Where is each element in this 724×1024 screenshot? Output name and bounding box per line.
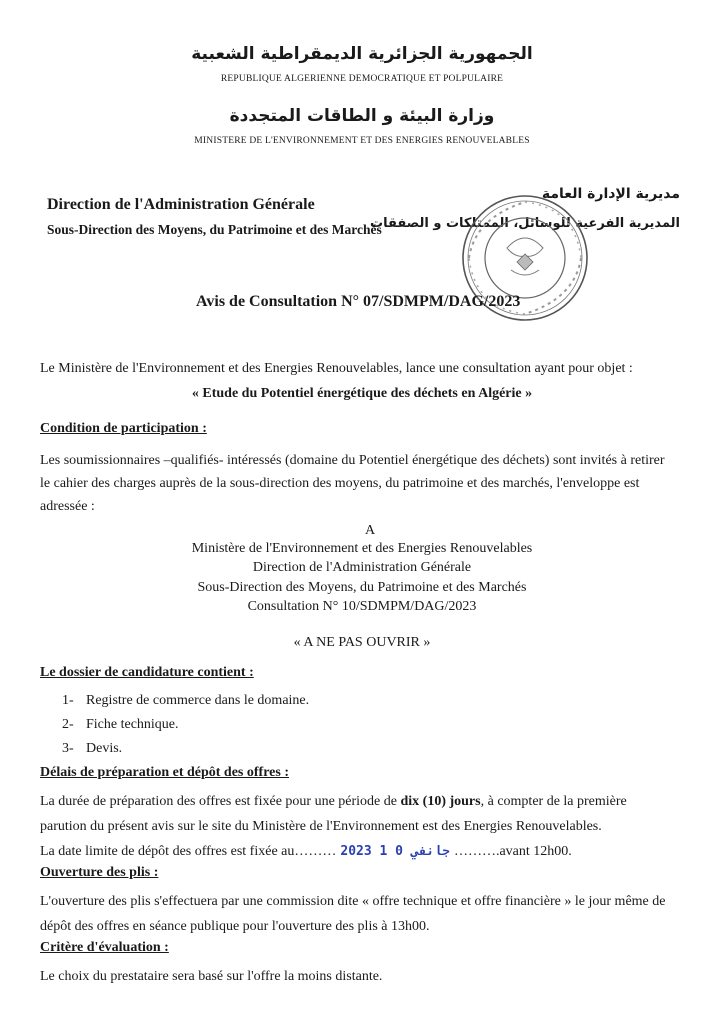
condition-line1: Les soumissionnaires –qualifiés- intéressés (domaine du Potentiel énergétique des déchets) sont invités à retirer: [40, 453, 665, 468]
address-line1: Ministère de l'Environnement et des Energies Renouvelables: [191, 541, 533, 556]
delais-duration: dix (10) jours: [400, 794, 481, 809]
ouverture-heading: Ouverture des plis :: [40, 865, 159, 880]
dossier-item-num: 1-: [62, 693, 74, 708]
document-title: Avis de Consultation N° 07/SDMPM/DAG/2023: [196, 293, 521, 310]
address-a: A: [364, 523, 376, 538]
critere-heading: Critère d'évaluation :: [40, 940, 169, 955]
condition-line2: le cahier des charges auprès de la sous-direction des moyens, du patrimoine et des marchés, l'enveloppe est: [40, 476, 640, 491]
dossier-item: Fiche technique.: [86, 717, 179, 732]
intro-text: Le Ministère de l'Environnement et des Energies Renouvelables, lance une consultation ayant pour objet :: [40, 361, 633, 376]
dossier-heading: Le dossier de candidature contient :: [40, 665, 254, 680]
ouverture-line2: dépôt des offres en séance publique pour l'ouverture des plis à 13h00.: [40, 919, 430, 934]
do-not-open: « A NE PAS OUVRIR »: [293, 635, 431, 650]
delais-line3-end: ……….avant 12h00.: [453, 844, 572, 859]
dossier-item: Devis.: [86, 741, 123, 756]
republic-french: REPUBLIQUE ALGERIENNE DEMOCRATIQUE ET POLPULAIRE: [220, 74, 504, 84]
delais-heading: Délais de préparation et dépôt des offres :: [40, 765, 289, 780]
date-stamp: 2023 جانفي 0 1: [340, 844, 450, 859]
address-line3: Sous-Direction des Moyens, du Patrimoine et des Marchés: [197, 580, 527, 595]
condition-heading: Condition de participation :: [40, 421, 207, 436]
delais-line1-start: La durée de préparation des offres est fixée pour une période de: [40, 794, 401, 809]
direction-right-line1: مديرية الإدارة العامة: [541, 186, 680, 202]
delais-line1-end: , à compter de la première: [480, 794, 627, 809]
delais-line1: [40, 789, 627, 815]
direction-right-line2: المديرية الفرعية للوسائل، الممتلكات و الصفقات: [370, 216, 680, 231]
direction-left-line2: Sous-Direction des Moyens, du Patrimoine et des Marchés: [47, 222, 382, 237]
delais-line3: [40, 839, 572, 865]
republic-arabic: الجمهورية الجزائرية الديمقراطية الشعبية: [191, 44, 533, 64]
dossier-item-num: 3-: [62, 741, 74, 756]
dossier-item-num: 2-: [62, 717, 74, 732]
ministry-french: MINISTERE DE L'ENVIRONNEMENT ET DES ENERGIES RENOUVELABLES: [194, 136, 530, 146]
ministry-arabic: وزارة البيئة و الطاقات المتجددة: [229, 106, 495, 126]
ouverture-line1: L'ouverture des plis s'effectuera par une commission dite « offre technique et offre financière » le jour même de: [40, 894, 666, 909]
delais-line2: parution du présent avis sur le site du Ministère de l'Environnement est des Energies Renouvelables.: [40, 819, 602, 834]
dossier-item: Registre de commerce dans le domaine.: [86, 693, 310, 708]
consultation-subject: « Etude du Potentiel énergétique des déchets en Algérie »: [191, 386, 533, 401]
condition-line3: adressée :: [40, 499, 95, 514]
delais-line3-start: La date limite de dépôt des offres est fixée au………: [40, 844, 337, 859]
address-line2: Direction de l'Administration Générale: [252, 560, 472, 575]
address-line4: Consultation N° 10/SDMPM/DAG/2023: [247, 599, 477, 614]
critere-line1: Le choix du prestataire sera basé sur l'offre la moins distante.: [40, 969, 383, 984]
direction-left-line1: Direction de l'Administration Générale: [47, 196, 315, 213]
